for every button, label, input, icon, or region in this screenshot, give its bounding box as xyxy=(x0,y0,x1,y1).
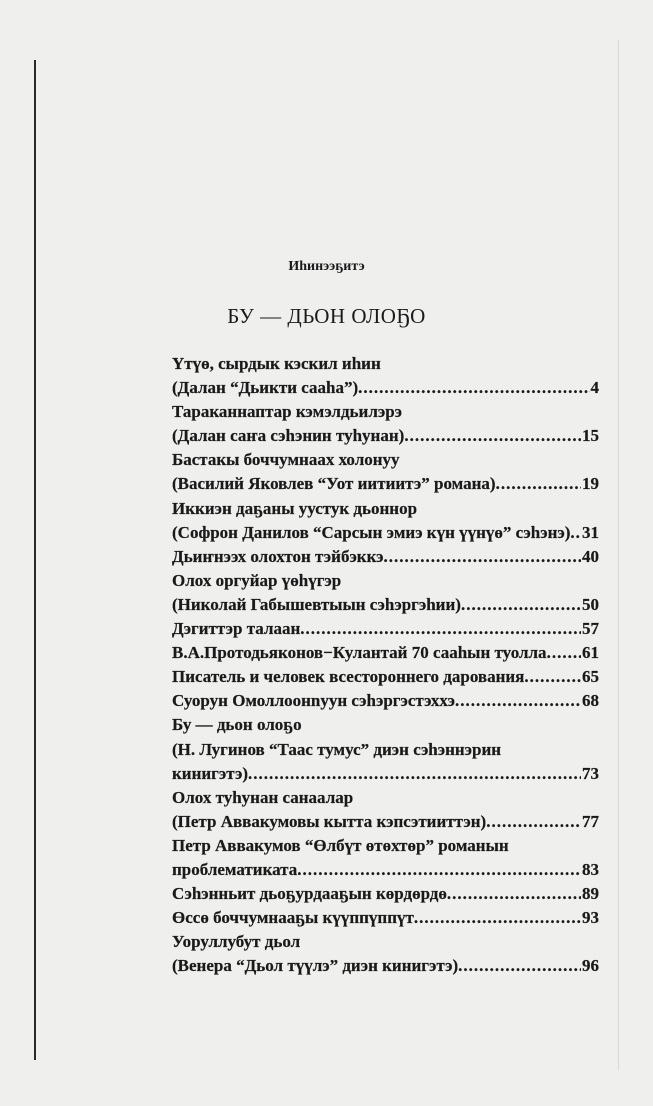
dot-leader xyxy=(404,424,581,448)
toc-entry xyxy=(172,352,599,400)
toc-entry-line xyxy=(172,810,599,834)
toc-page-number: 40 xyxy=(582,546,599,566)
dot-leader xyxy=(547,641,581,665)
toc-entry-line xyxy=(172,954,599,978)
toc-page-number: 19 xyxy=(582,474,599,494)
toc-entry-title: Тараканнаптар кэмэлдьилэрэ xyxy=(172,402,403,422)
toc-entry xyxy=(172,689,599,713)
toc-entry-title: проблематиката xyxy=(172,859,298,879)
toc-entry-title: Суорун Омоллоонnуун сэhэргэстэххэ xyxy=(172,691,455,711)
toc-entry-title: Өссө боччумнааҕы күүппүппүт xyxy=(172,908,414,928)
toc-entry-title: Уоруллубут дьол xyxy=(172,932,301,952)
toc-entry-title: Олох туhунан санаалар xyxy=(172,787,354,807)
toc-entry-line xyxy=(172,713,599,737)
dot-leader xyxy=(384,545,581,569)
toc-entry-title: (Василий Яковлев “Уот иитиитэ” романа) xyxy=(172,474,496,494)
toc-entry-title: В.А.Протодьяконов−Кулантай 70 сааhын туолла xyxy=(172,643,547,663)
toc-entry-line xyxy=(172,400,599,424)
page-edge xyxy=(618,40,619,1070)
toc-entry-line xyxy=(172,376,599,400)
toc-entry xyxy=(172,834,599,882)
toc-page-number: 89 xyxy=(582,884,599,904)
toc-entry-line xyxy=(172,497,599,521)
toc-entry-line xyxy=(172,352,599,376)
toc-entry-title: Дьиҥнээх олохтон тэйбэккэ xyxy=(172,546,384,566)
toc-entry xyxy=(172,569,599,617)
toc-entry-title: (Венера “Дьол түүлэ” диэн кинигэтэ) xyxy=(172,956,459,976)
toc-entry xyxy=(172,448,599,496)
dot-leader xyxy=(248,762,581,786)
dot-leader xyxy=(486,810,581,834)
toc-entry-title: (Софрон Данилов “Сарсын эмиэ күн үүнүө” сэhэнэ) xyxy=(172,522,571,542)
dot-leader xyxy=(300,617,581,641)
dot-leader xyxy=(570,521,581,545)
toc-entry xyxy=(172,641,599,665)
toc-entry-line xyxy=(172,521,599,545)
toc-entry-line xyxy=(172,641,599,665)
toc-entry-title: Үтүө, сырдык кэскил иhин xyxy=(172,354,381,373)
toc-entry-line xyxy=(172,448,599,472)
dot-leader xyxy=(414,906,581,930)
toc-entry-title: (Н. Лугинов “Таас тумус” диэн сэhэннэрин xyxy=(172,739,502,759)
toc-entry-line xyxy=(172,424,599,448)
toc-entry-line xyxy=(172,617,599,641)
toc-entry-title: Писатель и человек всестороннего дарования xyxy=(172,667,525,687)
dot-leader xyxy=(297,858,581,882)
toc-entry xyxy=(172,665,599,689)
dot-leader xyxy=(458,954,581,978)
toc-entry-line xyxy=(172,930,599,954)
toc-page-number: 83 xyxy=(582,859,599,879)
toc-entry xyxy=(172,617,599,641)
toc-entry-line xyxy=(172,906,599,930)
toc-entry-line xyxy=(172,738,599,762)
toc-entry-line xyxy=(172,689,599,713)
toc-entry-title: (Петр Аввакумовы кытта кэпсэтииттэн) xyxy=(172,811,487,831)
toc-entry-line xyxy=(172,545,599,569)
toc-page-number: 57 xyxy=(582,619,599,639)
toc-entry-title: Петр Аввакумов “Өлбүт өтөхтөр” романын xyxy=(172,835,509,855)
toc-entry xyxy=(172,882,599,906)
toc-entry-title: (Далан “Дьикти сааhа”) xyxy=(172,378,359,398)
toc-entry xyxy=(172,545,599,569)
toc-entry-title: кинигэтэ) xyxy=(172,763,249,783)
toc-entry-line xyxy=(172,472,599,496)
dot-leader xyxy=(447,882,581,906)
toc-entry xyxy=(172,713,599,785)
dot-leader xyxy=(524,665,581,689)
dot-leader xyxy=(455,689,581,713)
toc-entry-title: (Далан саҥа сэhэнин туhунан) xyxy=(172,426,405,446)
toc-page-number: 4 xyxy=(590,378,599,398)
dot-leader xyxy=(358,376,589,400)
toc-page-number: 15 xyxy=(582,426,599,446)
toc-page-number: 77 xyxy=(582,811,599,831)
toc-entry-title: Сэhэнньит дьоҕурдааҕын көрдөрдө xyxy=(172,884,447,904)
dot-leader xyxy=(496,472,581,496)
table-of-contents xyxy=(172,352,599,978)
book-spine-line xyxy=(34,60,36,1060)
toc-entry xyxy=(172,786,599,834)
toc-entry-title: Олох оргуйар үөhүгэр xyxy=(172,570,342,590)
toc-entry xyxy=(172,497,599,545)
toc-entry-title: Дэгиттэр талаан xyxy=(172,619,301,639)
toc-entry-line xyxy=(172,569,599,593)
toc-entry-title: Бастакы боччумнаах холонуу xyxy=(172,450,400,470)
toc-entry-line xyxy=(172,858,599,882)
toc-page-number: 50 xyxy=(582,594,599,614)
toc-page-number: 31 xyxy=(582,522,599,542)
toc-entry-line xyxy=(172,762,599,786)
dot-leader xyxy=(461,593,581,617)
toc-entry xyxy=(172,930,599,978)
toc-entry xyxy=(172,906,599,930)
toc-page-number: 61 xyxy=(582,643,599,663)
toc-entry-line xyxy=(172,665,599,689)
toc-entry-line xyxy=(172,834,599,858)
toc-entry-title: Иккиэн даҕаны уустук дьоннор xyxy=(172,498,418,518)
toc-entry-title: Бу — дьон олоҕо xyxy=(172,715,302,735)
toc-entry-line xyxy=(172,786,599,810)
toc-entry-line xyxy=(172,593,599,617)
contents-heading: БУ — ДЬОН ОЛОҔО xyxy=(227,304,426,328)
toc-page-number: 68 xyxy=(582,691,599,711)
toc-entry xyxy=(172,400,599,448)
toc-entry-line xyxy=(172,882,599,906)
toc-page-number: 93 xyxy=(582,908,599,928)
section-label: Иhинээҕитэ xyxy=(288,259,365,274)
toc-page-number: 73 xyxy=(582,763,599,783)
toc-page-number: 65 xyxy=(582,667,599,687)
toc-page-number: 96 xyxy=(582,956,599,976)
toc-entry-title: (Николай Габышевтыын сэhэргэhии) xyxy=(172,594,461,614)
